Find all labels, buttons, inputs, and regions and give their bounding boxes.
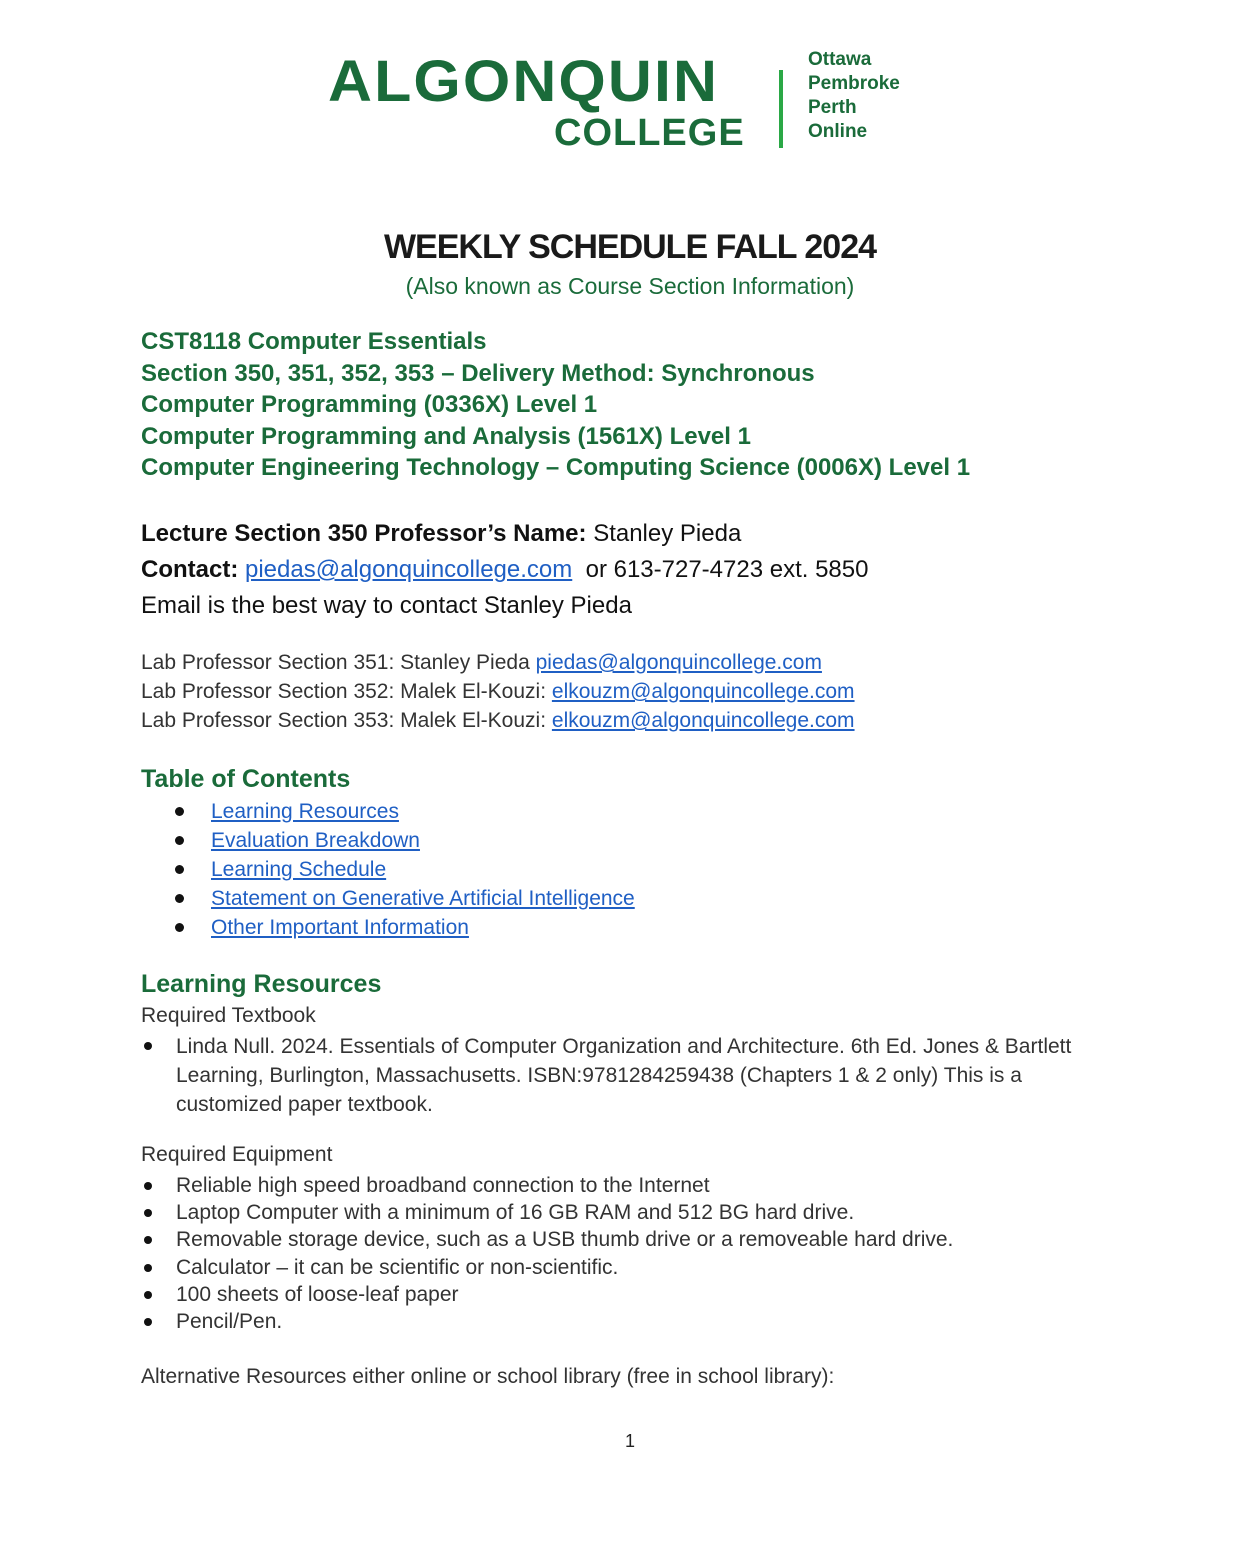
toc-item <box>172 884 635 913</box>
toc-item <box>172 797 635 826</box>
page-number: 1 <box>624 1431 635 1451</box>
lab-email-link[interactable]: elkouzm@algonquincollege.com <box>551 680 855 703</box>
course-line: Computer Programming and Analysis (1561X) Level 1 <box>141 422 751 450</box>
professor-name: Stanley Pieda <box>593 520 742 547</box>
course-line: CST8118 Computer Essentials <box>141 328 487 355</box>
lab-professor-row: Lab Professor Section 351: Stanley Pieda piedas@algonquincollege.com <box>141 651 822 674</box>
toc-link-learning-schedule[interactable]: Learning Schedule <box>211 858 387 881</box>
lab-professor-row: Lab Professor Section 353: Malek El-Kouzi: elkouzm@algonquincollege.com <box>141 709 855 732</box>
professor-label: Lecture Section 350 Professor’s Name: <box>141 520 587 547</box>
toc-heading: Table of Contents <box>141 765 351 793</box>
list-item: Pencil/Pen. <box>141 1308 1131 1335</box>
toc-link-learning-resources[interactable]: Learning Resources <box>211 800 399 823</box>
course-info <box>141 326 970 484</box>
logo-divider <box>779 70 783 148</box>
contact-note: Email is the best way to contact Stanley Pieda <box>141 592 632 619</box>
textbook-list <box>141 1032 1131 1119</box>
list-item: Calculator – it can be scientific or non-scientific. <box>141 1254 1131 1281</box>
equipment-label: Required Equipment <box>141 1143 333 1166</box>
professor-phone: or 613-727-4723 ext. 5850 <box>585 556 869 583</box>
lab-email-link[interactable]: elkouzm@algonquincollege.com <box>551 709 855 732</box>
learning-resources-heading: Learning Resources <box>141 970 382 998</box>
course-line: Computer Programming (0336X) Level 1 <box>141 391 598 418</box>
logo-wordmark: ALGONQUIN <box>328 49 720 114</box>
list-item: Linda Null. 2024. Essentials of Computer Organization and Architecture. 6th Ed. Jones & Bartlett Learning, Burlington, Massachusetts. ISBN:9781284259438 (Chapters 1 & 2 only) This is a customized paper textbook. <box>141 1032 1131 1119</box>
logo-campuses: Ottawa Pembroke Perth Online <box>808 49 900 142</box>
toc-link-other-info[interactable]: Other Important Information <box>211 916 469 939</box>
toc-link-evaluation-breakdown[interactable]: Evaluation Breakdown <box>211 829 420 852</box>
toc-item <box>172 855 635 884</box>
page-subtitle: (Also known as Course Section Information) <box>405 273 855 299</box>
professor-email-link[interactable]: piedas@algonquincollege.com <box>245 556 573 583</box>
toc-item <box>172 826 635 855</box>
list-item: Laptop Computer with a minimum of 16 GB RAM and 512 BG hard drive. <box>141 1199 1131 1226</box>
toc-link-generative-ai[interactable]: Statement on Generative Artificial Intelligence <box>211 887 635 910</box>
contact-block <box>141 516 868 624</box>
list-item: 100 sheets of loose-leaf paper <box>141 1281 1131 1308</box>
list-item: Reliable high speed broadband connection to the Internet <box>141 1172 1131 1199</box>
alternative-resources: Alternative Resources either online or school library (free in school library): <box>141 1365 835 1388</box>
contact-label: Contact: <box>141 556 239 583</box>
lab-email-link[interactable]: piedas@algonquincollege.com <box>535 651 822 674</box>
toc-item <box>172 913 635 942</box>
list-item: Removable storage device, such as a USB thumb drive or a removeable hard drive. <box>141 1226 1131 1253</box>
course-line: Section 350, 351, 352, 353 – Delivery Method: Synchronous <box>141 359 815 387</box>
lab-professor-row: Lab Professor Section 352: Malek El-Kouzi: elkouzm@algonquincollege.com <box>141 680 855 703</box>
lab-professors <box>141 648 855 735</box>
toc-list <box>172 797 635 942</box>
page-title: WEEKLY SCHEDULE FALL 2024 <box>383 228 877 266</box>
textbook-label: Required Textbook <box>141 1004 316 1027</box>
course-line: Computer Engineering Technology – Computing Science (0006X) Level 1 <box>141 454 971 481</box>
logo-college: COLLEGE <box>554 112 745 154</box>
equipment-list <box>141 1172 1131 1335</box>
